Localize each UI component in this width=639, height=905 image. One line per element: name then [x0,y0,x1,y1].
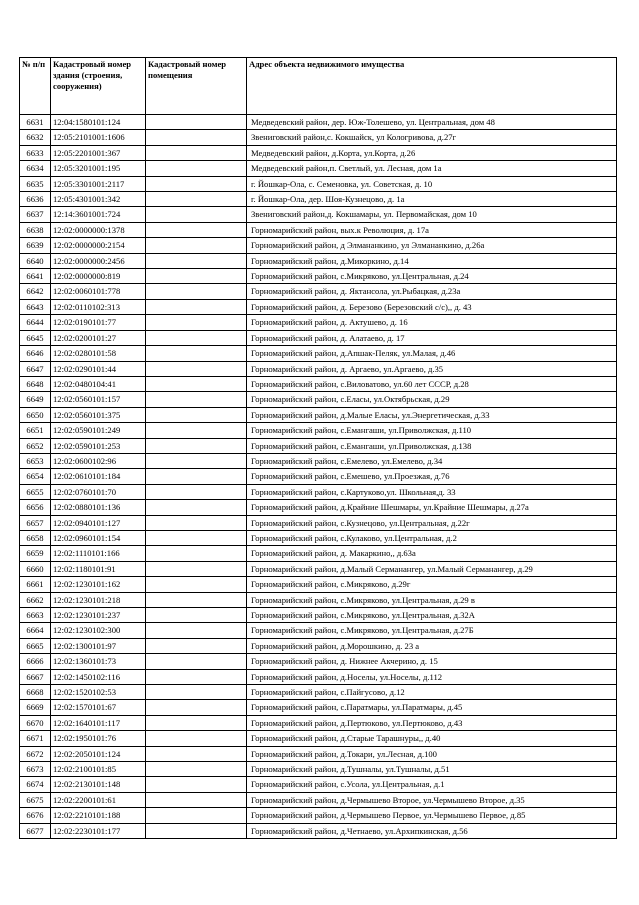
table-row [20,530,617,545]
room-cadastral-number [146,145,247,160]
building-cadastral-number: 12:02:0200101:27 [51,330,146,345]
property-address: Звениговский район,д. Кокшамары, ул. Первомайская, дом 10 [247,207,617,222]
table-row [20,808,617,823]
table-row [20,376,617,391]
row-number: 6645 [20,330,51,345]
property-address: Горномарийский район, с.Усола, ул.Центральная, д.1 [247,777,617,792]
row-number: 6637 [20,207,51,222]
room-cadastral-number [146,423,247,438]
room-cadastral-number [146,762,247,777]
room-cadastral-number [146,161,247,176]
building-cadastral-number: 12:02:0560101:157 [51,392,146,407]
building-cadastral-number: 12:02:0290101:44 [51,361,146,376]
room-cadastral-number [146,269,247,284]
row-number: 6641 [20,269,51,284]
row-number: 6668 [20,685,51,700]
building-cadastral-number: 12:02:2200101:61 [51,792,146,807]
property-address: Горномарийский район, с.Микряково, ул.Центральная, д.32А [247,608,617,623]
table-row [20,192,617,207]
building-cadastral-number: 12:02:0110102:313 [51,299,146,314]
building-cadastral-number: 12:02:2210101:188 [51,808,146,823]
table-row [20,777,617,792]
header-address: Адрес объекта недвижимого имущества [247,58,617,115]
room-cadastral-number [146,608,247,623]
table-row [20,222,617,237]
row-number: 6672 [20,746,51,761]
table-row [20,700,617,715]
row-number: 6656 [20,500,51,515]
room-cadastral-number [146,438,247,453]
property-address: Горномарийский район, с.Виловатово, ул.60 лет СССР, д.28 [247,376,617,391]
property-address: Горномарийский район, д.Старые Тарашнуры,, д.40 [247,731,617,746]
table-row [20,715,617,730]
property-address: Горномарийский район, д. Нижнее Акчерино, д. 15 [247,654,617,669]
room-cadastral-number [146,592,247,607]
row-number: 6639 [20,238,51,253]
row-number: 6674 [20,777,51,792]
property-address: Горномарийский район, д. Аргаево, ул.Аргаево, д.35 [247,361,617,376]
table-row [20,762,617,777]
room-cadastral-number [146,700,247,715]
room-cadastral-number [146,823,247,838]
building-cadastral-number: 12:02:0000000:2456 [51,253,146,268]
row-number: 6666 [20,654,51,669]
table-row [20,546,617,561]
table-row [20,654,617,669]
property-address: Горномарийский район, с.Кулаково, ул.Центральная, д.2 [247,530,617,545]
row-number: 6638 [20,222,51,237]
property-address: Горномарийский район, с.Емангаши, ул.Приволжская, д.110 [247,423,617,438]
room-cadastral-number [146,685,247,700]
row-number: 6633 [20,145,51,160]
room-cadastral-number [146,192,247,207]
row-number: 6659 [20,546,51,561]
row-number: 6657 [20,515,51,530]
building-cadastral-number: 12:02:1230101:237 [51,608,146,623]
table-row [20,792,617,807]
row-number: 6671 [20,731,51,746]
building-cadastral-number: 12:04:1580101:124 [51,115,146,130]
property-address: Горномарийский район, с.Пайгусово, д.12 [247,685,617,700]
row-number: 6644 [20,315,51,330]
building-cadastral-number: 12:02:0280101:58 [51,346,146,361]
table-row [20,361,617,376]
table-row [20,453,617,468]
room-cadastral-number [146,176,247,191]
table-row [20,608,617,623]
building-cadastral-number: 12:05:3201001:195 [51,161,146,176]
row-number: 6658 [20,530,51,545]
building-cadastral-number: 12:02:0000000:1378 [51,222,146,237]
building-cadastral-number: 12:02:0960101:154 [51,530,146,545]
table-row [20,130,617,145]
room-cadastral-number [146,500,247,515]
property-address: Горномарийский район, д.Морошкино, д. 23 а [247,638,617,653]
building-cadastral-number: 12:02:0560101:375 [51,407,146,422]
row-number: 6675 [20,792,51,807]
room-cadastral-number [146,669,247,684]
table-row [20,731,617,746]
table-row [20,407,617,422]
room-cadastral-number [146,808,247,823]
building-cadastral-number: 12:05:2101001:1606 [51,130,146,145]
table-row [20,392,617,407]
row-number: 6660 [20,561,51,576]
room-cadastral-number [146,577,247,592]
property-address: Горномарийский район, д.Тушналы, ул.Тушналы, д.51 [247,762,617,777]
building-cadastral-number: 12:14:3601001:724 [51,207,146,222]
room-cadastral-number [146,654,247,669]
building-cadastral-number: 12:02:1230102:300 [51,623,146,638]
building-cadastral-number: 12:05:3301001:2117 [51,176,146,191]
row-number: 6632 [20,130,51,145]
table-row [20,346,617,361]
property-address: Горномарийский район, с.Микряково, д.29г [247,577,617,592]
building-cadastral-number: 12:02:2230101:177 [51,823,146,838]
room-cadastral-number [146,515,247,530]
room-cadastral-number [146,561,247,576]
table-row [20,269,617,284]
property-address: Горномарийский район, с.Еласы, ул.Октябрьская, д.29 [247,392,617,407]
property-address: Горномарийский район, с.Картуково,ул. Школьная,д. 33 [247,484,617,499]
property-address: Горномарийский район, вых.к Революция, д. 17а [247,222,617,237]
building-cadastral-number: 12:05:2201001:367 [51,145,146,160]
property-address: Горномарийский район, с.Паратмары, ул.Паратмары, д.45 [247,700,617,715]
property-address: Горномарийский район, д.Носелы, ул.Носелы, д.112 [247,669,617,684]
table-row [20,284,617,299]
header-building-cadastral: Кадастровый номер здания (строения, сооружения) [51,58,146,115]
building-cadastral-number: 12:02:1360101:73 [51,654,146,669]
building-cadastral-number: 12:02:1110101:166 [51,546,146,561]
room-cadastral-number [146,299,247,314]
row-number: 6648 [20,376,51,391]
table-row [20,238,617,253]
room-cadastral-number [146,469,247,484]
property-address: Горномарийский район, д.Малый Серманангер, ул.Малый Серманангер, д.29 [247,561,617,576]
property-address: Медведевский район, дер. Юж-Толешево, ул. Центральная, дом 48 [247,115,617,130]
table-row [20,577,617,592]
row-number: 6646 [20,346,51,361]
property-address: Горномарийский район, с.Кузнецово, ул.Центральная, д.22г [247,515,617,530]
row-number: 6652 [20,438,51,453]
building-cadastral-number: 12:02:1950101:76 [51,731,146,746]
property-address: Горномарийский район, с.Микряково, ул.Центральная, д.24 [247,269,617,284]
property-address: Горномарийский район, с.Микряково, ул.Центральная, д.27Б [247,623,617,638]
building-cadastral-number: 12:02:0000000:819 [51,269,146,284]
property-address: Горномарийский район, д.Пертюково, ул.Пертюково, д.43 [247,715,617,730]
table-header-row [20,58,617,115]
building-cadastral-number: 12:02:2100101:85 [51,762,146,777]
property-address: Медведевский район, д.Корта, ул.Корта, д.26 [247,145,617,160]
table-body [20,115,617,839]
property-address: Горномарийский район, д. Алатаево, д. 17 [247,330,617,345]
row-number: 6640 [20,253,51,268]
building-cadastral-number: 12:02:1520102:53 [51,685,146,700]
row-number: 6650 [20,407,51,422]
room-cadastral-number [146,638,247,653]
room-cadastral-number [146,546,247,561]
room-cadastral-number [146,130,247,145]
property-address: Горномарийский район, д.Крайние Шешмары, ул.Крайние Шешмары, д.27а [247,500,617,515]
property-address: Горномарийский район, д. Макаркино,, д.63а [247,546,617,561]
property-address: Горномарийский район, д.Апшак-Пеляк, ул.Малая, д.46 [247,346,617,361]
row-number: 6663 [20,608,51,623]
table-row [20,746,617,761]
room-cadastral-number [146,315,247,330]
row-number: 6649 [20,392,51,407]
row-number: 6676 [20,808,51,823]
property-address: г. Йошкар-Ола, с. Семеновка, ул. Советская, д. 10 [247,176,617,191]
room-cadastral-number [146,115,247,130]
building-cadastral-number: 12:02:0480104:41 [51,376,146,391]
building-cadastral-number: 12:05:4301001:342 [51,192,146,207]
row-number: 6643 [20,299,51,314]
room-cadastral-number [146,392,247,407]
room-cadastral-number [146,484,247,499]
room-cadastral-number [146,238,247,253]
table-row [20,561,617,576]
row-number: 6647 [20,361,51,376]
table-row [20,669,617,684]
building-cadastral-number: 12:02:0590101:249 [51,423,146,438]
row-number: 6677 [20,823,51,838]
row-number: 6631 [20,115,51,130]
header-number: № п/п [20,58,51,115]
row-number: 6662 [20,592,51,607]
room-cadastral-number [146,222,247,237]
table-row [20,253,617,268]
building-cadastral-number: 12:02:1230101:218 [51,592,146,607]
building-cadastral-number: 12:02:0590101:253 [51,438,146,453]
table-row [20,438,617,453]
property-address: Горномарийский район, д.Четнаево, ул.Архипкинская, д.56 [247,823,617,838]
room-cadastral-number [146,361,247,376]
row-number: 6669 [20,700,51,715]
table-row [20,299,617,314]
room-cadastral-number [146,623,247,638]
building-cadastral-number: 12:02:1300101:97 [51,638,146,653]
property-address: Горномарийский район, д.Токари, ул.Лесная, д.100 [247,746,617,761]
table-row [20,176,617,191]
room-cadastral-number [146,330,247,345]
table-row [20,315,617,330]
row-number: 6634 [20,161,51,176]
property-address: Звениговский район,с. Кокшайск, ул Кологривова, д.27г [247,130,617,145]
property-address: Горномарийский район, д.Микоркино, д.14 [247,253,617,268]
property-address: Горномарийский район, с.Емешево, ул.Проезжая, д.76 [247,469,617,484]
property-address: Горномарийский район, д Элмананкино, ул Элмананкино, д.26а [247,238,617,253]
property-address: г. Йошкар-Ола, дер. Шоя-Кузнецово, д. 1а [247,192,617,207]
table-row [20,115,617,130]
row-number: 6651 [20,423,51,438]
table-row [20,515,617,530]
building-cadastral-number: 12:02:0940101:127 [51,515,146,530]
table-row [20,823,617,838]
property-address: Горномарийский район, с.Емелево, ул.Емелево, д.34 [247,453,617,468]
table-row [20,685,617,700]
row-number: 6635 [20,176,51,191]
building-cadastral-number: 12:02:1180101:91 [51,561,146,576]
property-address: Горномарийский район, с.Емангаши, ул.Приволжская, д.138 [247,438,617,453]
property-table [19,57,617,839]
table-row [20,623,617,638]
building-cadastral-number: 12:02:0190101:77 [51,315,146,330]
building-cadastral-number: 12:02:1570101:67 [51,700,146,715]
table-row [20,161,617,176]
table-row [20,469,617,484]
property-address: Горномарийский район, д.Малые Еласы, ул.Энергетическая, д.33 [247,407,617,422]
room-cadastral-number [146,792,247,807]
row-number: 6642 [20,284,51,299]
row-number: 6655 [20,484,51,499]
table-row [20,484,617,499]
row-number: 6661 [20,577,51,592]
property-address: Медведевский район,п. Светлый, ул. Лесная, дом 1а [247,161,617,176]
property-address: Горномарийский район, д.Чермышево Второе, ул.Чермышево Второе, д.35 [247,792,617,807]
building-cadastral-number: 12:02:0760101:70 [51,484,146,499]
header-room-cadastral: Кадастровый номер помещения [146,58,247,115]
row-number: 6670 [20,715,51,730]
building-cadastral-number: 12:02:0880101:136 [51,500,146,515]
row-number: 6654 [20,469,51,484]
table-row [20,330,617,345]
room-cadastral-number [146,777,247,792]
building-cadastral-number: 12:02:0000000:2154 [51,238,146,253]
building-cadastral-number: 12:02:2130101:148 [51,777,146,792]
row-number: 6665 [20,638,51,653]
room-cadastral-number [146,530,247,545]
building-cadastral-number: 12:02:0610101:184 [51,469,146,484]
table-row [20,592,617,607]
room-cadastral-number [146,731,247,746]
room-cadastral-number [146,407,247,422]
building-cadastral-number: 12:02:0060101:778 [51,284,146,299]
property-address: Горномарийский район, с.Микряково, ул.Центральная, д.29 в [247,592,617,607]
table-row [20,500,617,515]
room-cadastral-number [146,346,247,361]
table-row [20,207,617,222]
table-row [20,423,617,438]
table-row [20,638,617,653]
row-number: 6636 [20,192,51,207]
room-cadastral-number [146,746,247,761]
row-number: 6667 [20,669,51,684]
room-cadastral-number [146,284,247,299]
building-cadastral-number: 12:02:1640101:117 [51,715,146,730]
property-address: Горномарийский район, д.Чермышево Первое, ул.Чермышево Первое, д.85 [247,808,617,823]
property-address: Горномарийский район, д. Актушево, д. 16 [247,315,617,330]
building-cadastral-number: 12:02:1230101:162 [51,577,146,592]
building-cadastral-number: 12:02:2050101:124 [51,746,146,761]
table-row [20,145,617,160]
building-cadastral-number: 12:02:0600102:96 [51,453,146,468]
building-cadastral-number: 12:02:1450102:116 [51,669,146,684]
row-number: 6673 [20,762,51,777]
property-address: Горномарийский район, д. Яктансола, ул.Рыбацкая, д.23а [247,284,617,299]
room-cadastral-number [146,253,247,268]
room-cadastral-number [146,207,247,222]
room-cadastral-number [146,453,247,468]
row-number: 6664 [20,623,51,638]
room-cadastral-number [146,376,247,391]
document-page [19,57,617,839]
room-cadastral-number [146,715,247,730]
property-address: Горномарийский район, д. Березово (Березовский с/с),, д. 43 [247,299,617,314]
row-number: 6653 [20,453,51,468]
